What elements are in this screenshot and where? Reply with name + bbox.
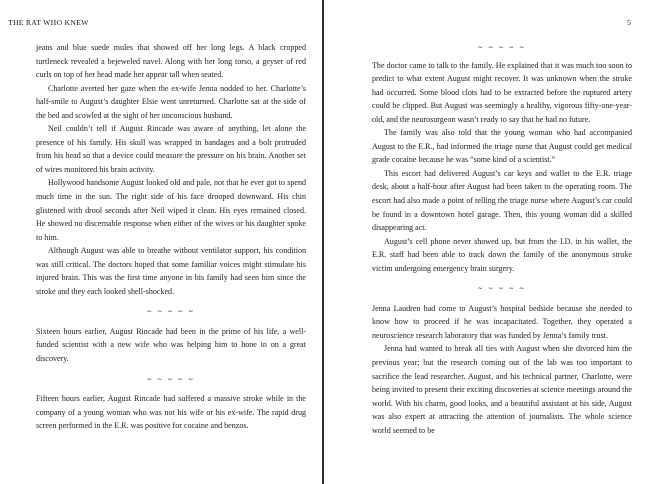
paragraph: jeans and blue suede mules that showed off her long legs. A black cropped turtleneck revealed a bejeweled navel. Along with her long torso, a geyser of red curls on top of her head made her appear tall when seated.	[36, 43, 306, 80]
paragraph: August’s cell phone never showed up, but from the I.D. in his wallet, the E.R. staff had been able to track down the family of the anonymous stroke victim undergoing emergency brain surgery.	[372, 236, 632, 273]
paragraph: The doctor came to talk to the family. He explained that it was much too soon to predict to what extent August might recover. It was unknown when the stroke had occurred. Some blood clots had to be extracted before the ruptured artery could be clipped. But August was seemingly a healthy, vigorous fifty-one-year-old, and the neurosurgeon wasn’t ready to say that he had no future.	[372, 60, 632, 124]
scene-break: ~ ~ ~ ~ ~	[147, 307, 195, 317]
paragraph: Neil couldn’t tell if August Rincade was aware of anything, let alone the presence of his family. His skull was wrapped in bandages and a bolt protruded from his head so that a device could measure the pressure on his brain. Another set of wires monitored his brain activity.	[36, 124, 306, 174]
paragraph: Although August was able to breathe without ventilator support, his condition was still critical. The doctors hoped that some familiar voices might stimulate his injured brain. This was the first time anyone in his family had seen him since the stroke and they each looked shell-shocked.	[36, 246, 306, 296]
scene-break: ~ ~ ~ ~ ~	[478, 284, 526, 294]
paragraph: Charlotte averted her gaze when the ex-wife Jenna nodded to her. Charlotte’s half-smile to August’s daughter Elsie went unreturned. Charlotte sat at the side of the bed and scowled at the sight of her unconscious husband.	[36, 83, 306, 120]
paragraph: Hollywood handsome August looked old and pale, not that he ever got to spend much time in the sun. The right side of his face drooped downward. His chin glistened with drool seconds after Neil wiped it clean. His eyes remained closed. He showed no discernable response when either of the wives or his daughter spoke to him.	[36, 178, 306, 242]
paragraph: Jenna Laudren had come to August’s hospital bedside because she needed to know how to proceed if he was incapacitated. Together, they operated a neuroscience research laboratory that was funded by Jenna’s family trust.	[372, 303, 632, 340]
running-head: THE RAT WHO KNEW	[8, 18, 89, 27]
right-page	[324, 0, 645, 484]
left-page-text	[36, 41, 306, 433]
scene-break: ~ ~ ~ ~ ~	[478, 43, 526, 52]
left-page	[0, 0, 322, 484]
page-number: 5	[627, 18, 631, 27]
paragraph: Sixteen hours earlier, August Rincade had been in the prime of his life, a well-funded scientist with a new wife who was helping him to hone in on a great discovery.	[36, 326, 306, 364]
right-page-text	[372, 41, 632, 437]
paragraph: Fifteen hours earlier, August Rincade had suffered a massive stroke while in the company of a young woman who was not his wife or his ex-wife. The rapid drug screen performed in the E.R. was positive for cocaine and benzos.	[36, 394, 306, 431]
paragraph: Jenna had wanted to break all ties with August when she divorced him the previous year; but the research coming out of the lab was too important to sacrifice the lead researcher. August, and his technical partner, Charlotte, were being invited to present their exciting discoveries at science meetings around the world. With his charm, good looks, and a beautiful assistant at his side, August was also expert at attracting the attention of journalists. The whole science world seemed to be	[372, 344, 632, 435]
paragraph: The family was also told that the young woman who had accompanied August to the E.R., had informed the triage nurse that August could get medical grade cocaine because he was “some kind of a scientist.”	[372, 128, 632, 165]
scene-break: ~ ~ ~ ~ ~	[147, 374, 195, 384]
paragraph: This escort had delivered August’s car keys and wallet to the E.R. triage desk, about a half-hour after August had been taken to the operating room. The escort had also made a point of telling the triage nurse where August’s car could be found in a downtown hotel garage. Then, this young woman did a skilled disappearing act.	[372, 168, 632, 233]
